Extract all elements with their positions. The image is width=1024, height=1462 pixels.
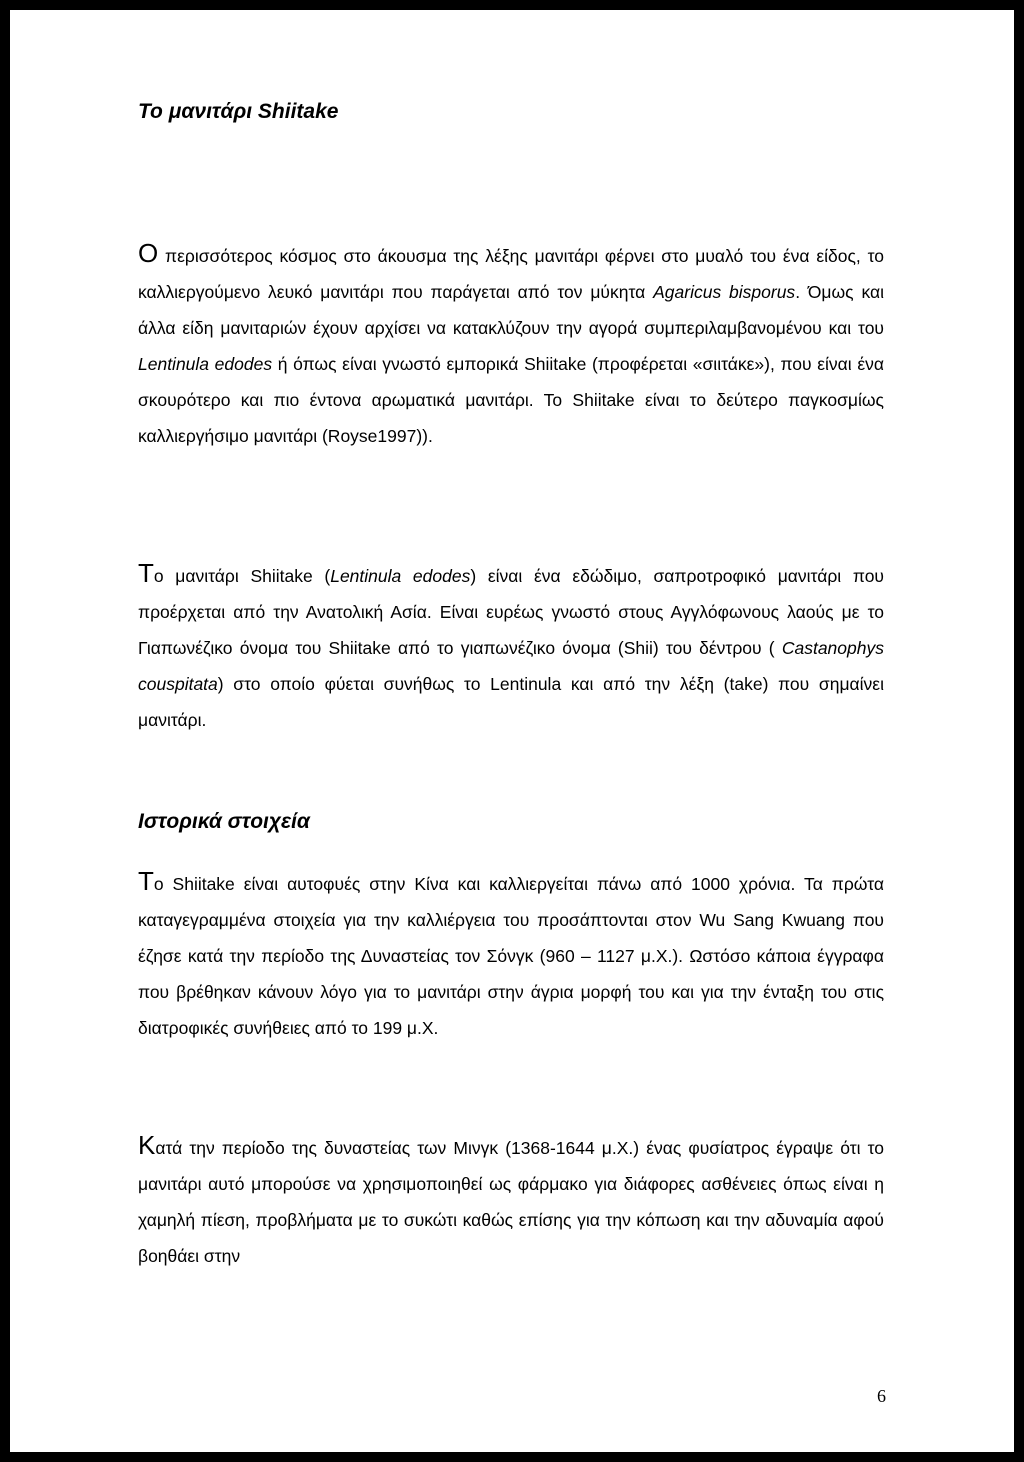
paragraph-ming	[138, 1130, 884, 1274]
italic-term: Agaricus bisporus	[653, 282, 796, 302]
paragraph-text: ) είναι ένα εδώδιμο, σαπροτροφικό μανιτάρι που προέρχεται από την Ανατολική Ασία. Είναι ευρέως γνωστό στους Αγγλόφωνους λαούς με το Γιαπωνέζικο όνομα του Shiitake από το γιαπωνέζικο όνομα (Shii) του δέντρου (	[138, 566, 884, 658]
dropcap: Ο	[138, 238, 159, 268]
section-heading: Ιστορικά στοιχεία	[138, 810, 310, 833]
paragraph-text: ο μανιτάρι Shiitake (	[153, 566, 331, 586]
page-title: Το μανιτάρι Shiitake	[138, 100, 339, 123]
paragraph-text: ο Shiitake είναι αυτοφυές στην Κίνα και καλλιεργείται πάνω από 1000 χρόνια. Τα πρώτα καταγεγραμμένα στοιχεία για την καλλιέργεια του προσάπτονται στον Wu Sang Kwuang που έζησε κατά την περίοδο της Δυναστείας τον Σόνγκ (960 – 1127 μ.Χ.). Ωστόσο κάποια έγγραφα που βρέθηκαν κάνουν λόγο για το μανιτάρι στην άγρια μορφή του και για την ένταξη του στις διατροφικές συνήθειες από το 199 μ.Χ.	[138, 874, 884, 1038]
document-page	[10, 10, 1014, 1452]
dropcap: Κ	[138, 1130, 156, 1160]
dropcap: Τ	[138, 558, 154, 588]
paragraph-history	[138, 866, 884, 1046]
italic-term: Castanophys couspitata	[138, 638, 884, 694]
paragraph-text: ή όπως είναι γνωστό εμπορικά Shiitake (προφέρεται «σιιτάκε»), που είναι ένα σκουρότερο και πιο έντονα αρωματικά μανιτάρι. Το Shiitake είναι το δεύτερο παγκοσμίως καλλιεργήσιμο μανιτάρι (Royse1997)).	[138, 354, 884, 446]
paragraph-text: περισσότερος κόσμος στο άκουσμα της λέξης μανιτάρι φέρνει στο μυαλό του ένα είδος, το καλλιεργούμενο λευκό μανιτάρι που παράγεται από τον μύκητα	[138, 246, 884, 302]
paragraph-intro	[138, 238, 884, 454]
paragraph-text: ) στο οποίο φύεται συνήθως το Lentinula και από την λέξη (take) που σημαίνει μανιτάρι.	[138, 674, 884, 730]
italic-term: Lentinula edodes	[330, 566, 471, 586]
page-number: 6	[877, 1386, 886, 1406]
dropcap: Τ	[138, 866, 154, 896]
paragraph-text: . Όμως και άλλα είδη μανιταριών έχουν αρχίσει να κατακλύζουν την αγορά συμπεριλαμβανομένου και του	[138, 282, 884, 338]
paragraph-description	[138, 558, 884, 738]
paragraph-text: ατά την περίοδο της δυναστείας των Μινγκ (1368-1644 μ.Χ.) ένας φυσίατρος έγραψε ότι το μανιτάρι αυτό μπορούσε να χρησιμοποιηθεί ως φάρμακο για διάφορες ασθένειες όπως είναι η χαμηλή πίεση, προβλήματα με το συκώτι καθώς επίσης για την κόπωση και την αδυναμία αφού βοηθάει στην	[138, 1138, 884, 1266]
italic-term: Lentinula edodes	[138, 354, 273, 374]
